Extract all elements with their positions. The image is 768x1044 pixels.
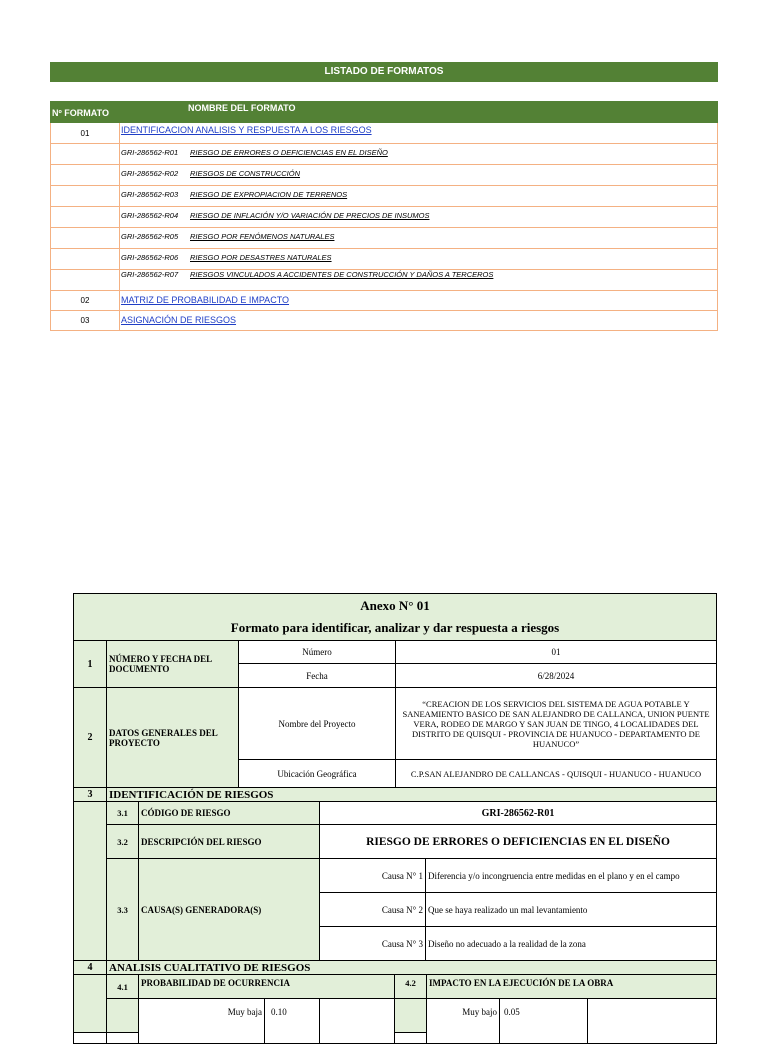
row-name: RIESGOS DE CONSTRUCCIÓN [190, 169, 301, 178]
causa-2-label: Causa N° 2 [319, 892, 426, 927]
row-number-empty [51, 207, 120, 227]
col-name-header: NOMBRE DEL FORMATO [188, 103, 296, 113]
causa-3-text: Diseño no adecuado a la realidad de la zona [425, 926, 717, 961]
listing-row-r01 [50, 144, 718, 165]
listing-row-02 [50, 291, 718, 311]
listing-row-03 [50, 311, 718, 331]
descripcion-riesgo-value: RIESGO DE ERRORES O DEFICIENCIAS EN EL DISEÑO [319, 824, 717, 859]
row-4-2-spacer [394, 998, 427, 1044]
row-name: RIESGO POR FENÓMENOS NATURALES [190, 232, 335, 241]
causa-2-text: Que se haya realizado un mal levantamiento [425, 892, 717, 927]
row-name: RIESGO DE INFLACIÓN Y/O VARIACIÓN DE PRECIOS DE INSUMOS [190, 211, 430, 220]
row-name: RIESGO POR DESASTRES NATURALES [190, 253, 332, 262]
listing-title: LISTADO DE FORMATOS [50, 62, 718, 82]
probabilidad-label: PROBABILIDAD DE OCURRENCIA [138, 974, 395, 999]
section-4-label: ANALISIS CUALITATIVO DE RIESGOS [106, 960, 717, 975]
link-r07[interactable] [121, 270, 493, 279]
impacto-blank [587, 998, 717, 1044]
section-1-num: 1 [73, 640, 107, 688]
fecha-value: 6/28/2024 [395, 663, 717, 688]
row-number: 03 [51, 311, 120, 330]
link-identificacion[interactable]: IDENTIFICACION ANALISIS Y RESPUESTA A LOS RIESGOS [121, 125, 372, 135]
section-2-label: DATOS GENERALES DEL PROYECTO [106, 687, 239, 788]
row-code: GRI-286562-R01 [121, 148, 179, 157]
annex-title-block [73, 593, 717, 640]
section-1-label: NÚMERO Y FECHA DEL DOCUMENTO [106, 640, 239, 688]
row-name: RIESGO DE ERRORES O DEFICIENCIAS EN EL DISEÑO [190, 148, 388, 157]
impacto-label: IMPACTO EN LA EJECUCIÓN DE LA OBRA [426, 974, 717, 999]
row-4-2-num: 4.2 [394, 974, 427, 999]
probabilidad-blank [319, 998, 395, 1044]
row-3-1-num: 3.1 [106, 801, 139, 825]
row-number-empty [51, 249, 120, 269]
link-r01[interactable] [121, 148, 388, 157]
section-4-spacer [73, 974, 107, 1044]
row-code: GRI-286562-R02 [121, 169, 179, 178]
row-4-1-num: 4.1 [106, 974, 139, 999]
probabilidad-value: 0.10 [264, 998, 320, 1044]
row-code: GRI-286562-R05 [121, 232, 179, 241]
descripcion-riesgo-label: DESCRIPCIÓN DEL RIESGO [138, 824, 320, 859]
annex-form [73, 593, 717, 1033]
section-3-spacer [73, 801, 107, 961]
nombre-proyecto-label: Nombre del Proyecto [238, 687, 396, 760]
listing-header [50, 101, 718, 123]
col-number-header: Nº FORMATO [52, 108, 109, 118]
link-r05[interactable] [121, 232, 334, 241]
annex-title: Anexo N° 01 [360, 597, 430, 613]
fecha-label: Fecha [238, 663, 396, 688]
listing-rows [50, 123, 718, 331]
row-code: GRI-286562-R04 [121, 211, 179, 220]
listing-row-r07 [50, 270, 718, 291]
row-code: GRI-286562-R03 [121, 190, 179, 199]
listing-row-r03 [50, 186, 718, 207]
listing-row-r06 [50, 249, 718, 270]
row-name: RIESGOS VINCULADOS A ACCIDENTES DE CONSTRUCCIÓN Y DAÑOS A TERCEROS [190, 270, 494, 279]
row-number: 01 [51, 123, 120, 143]
listing-row-01 [50, 123, 718, 144]
causa-1-text: Diferencia y/o incongruencia entre medidas en el plano y en el campo [425, 858, 717, 893]
causa-3-label: Causa N° 3 [319, 926, 426, 961]
section-3-label: IDENTIFICACIÓN DE RIESGOS [106, 787, 717, 802]
causas-label: CAUSA(S) GENERADORA(S) [138, 858, 320, 961]
listing-row-r02 [50, 165, 718, 186]
link-asignacion[interactable]: ASIGNACIÓN DE RIESGOS [121, 315, 237, 325]
row-code: GRI-286562-R07 [121, 270, 179, 279]
section-3-num: 3 [73, 787, 107, 802]
row-number-empty [51, 228, 120, 248]
link-r06[interactable] [121, 253, 332, 262]
impacto-level: Muy bajo [426, 998, 500, 1044]
listing-row-r05 [50, 228, 718, 249]
annex-subtitle: Formato para identificar, analizar y dar respuesta a riesgos [230, 619, 560, 635]
numero-label: Número [238, 640, 396, 664]
row-3-3-num: 3.3 [106, 858, 139, 961]
row-number-empty [51, 270, 120, 290]
impacto-value: 0.05 [499, 998, 588, 1044]
listing-row-r04 [50, 207, 718, 228]
nombre-proyecto-value: “CREACION DE LOS SERVICIOS DEL SISTEMA DE AGUA POTABLE Y SANEAMIENTO BASICO DE SAN ALEJANDRO DE CALLANCA, UNION PUENTE VERA, RODEO DE MARGO Y SAN JUAN DE TINGO, 4 LOCALIDADES DEL DISTRITO DE QUISQUI - PROVINCIA DE HUANUCO - DEPARTAMENTO DE HUANUCO” [395, 687, 717, 760]
link-matriz[interactable]: MATRIZ DE PROBABILIDAD E IMPACTO [121, 295, 290, 305]
link-r04[interactable] [121, 211, 430, 220]
causa-1-label: Causa N° 1 [319, 858, 426, 893]
section-4-num: 4 [73, 960, 107, 975]
row-4-spacer [106, 998, 139, 1044]
link-r03[interactable] [121, 190, 347, 199]
row-3-2-num: 3.2 [106, 824, 139, 859]
codigo-riesgo-label: CÓDIGO DE RIESGO [138, 801, 320, 825]
row-number: 02 [51, 291, 120, 310]
section-2-num: 2 [73, 687, 107, 788]
row-number-empty [51, 186, 120, 206]
row-number-empty [51, 144, 120, 164]
ubicacion-label: Ubicación Geográfica [238, 759, 396, 788]
link-r02[interactable] [121, 169, 300, 178]
probabilidad-level: Muy baja [138, 998, 265, 1044]
numero-value: 01 [395, 640, 717, 664]
row-code: GRI-286562-R06 [121, 253, 179, 262]
row-name: RIESGO DE EXPROPIACION DE TERRENOS [190, 190, 348, 199]
row-number-empty [51, 165, 120, 185]
ubicacion-value: C.P.SAN ALEJANDRO DE CALLANCAS - QUISQUI - HUANUCO - HUANUCO [395, 759, 717, 788]
codigo-riesgo-value: GRI-286562-R01 [319, 801, 717, 825]
